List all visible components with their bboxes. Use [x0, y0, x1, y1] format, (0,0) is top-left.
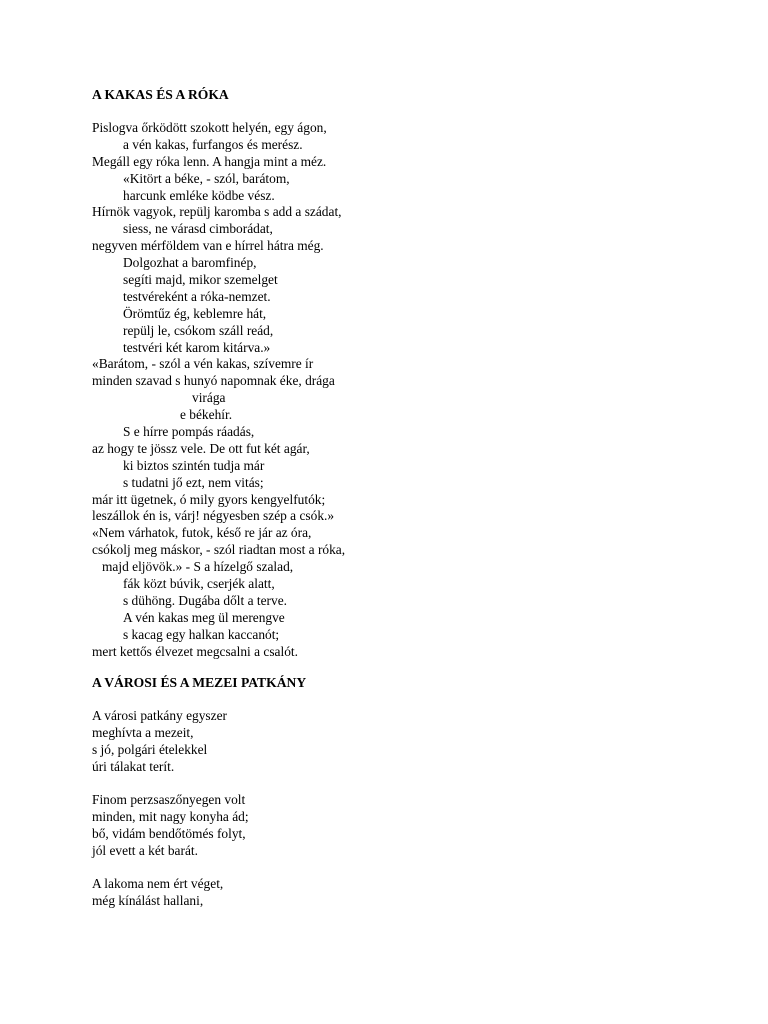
poem-line: már itt ügetnek, ó mily gyors kengyelfutók; — [92, 491, 326, 507]
poem-line: csókolj meg máskor, - szól riadtan most a róka, — [92, 542, 346, 558]
poem-stanza-1 — [92, 708, 227, 776]
poem-stanza-2 — [92, 792, 249, 860]
poem-line: Finom perzsaszőnyegen volt — [92, 792, 246, 807]
poem-stanza-3 — [92, 876, 223, 910]
poem-body-kakas-es-roka — [92, 120, 345, 661]
poem-line: Dolgozhat a baromfinép, — [123, 255, 257, 271]
poem-line: a vén kakas, furfangos és merész. — [123, 136, 303, 152]
poem-line: fák közt búvik, cserjék alatt, — [123, 576, 275, 592]
poem-line: minden, mit nagy konyha ád; — [92, 808, 249, 824]
poem-line: A városi patkány egyszer — [92, 708, 227, 723]
poem-line: Pislogva őrködött szokott helyén, egy ágon, — [92, 120, 327, 135]
poem-line: meghívta a mezeit, — [92, 724, 194, 740]
poem-line: leszállok én is, várj! négyesben szép a csók.» — [92, 508, 335, 524]
poem-line: «Barátom, - szól a vén kakas, szívemre ír — [92, 356, 314, 372]
poem-line: repülj le, csókom száll reád, — [123, 322, 274, 338]
poem-line: negyven mérföldem van e hírrel hátra még. — [92, 238, 324, 254]
poem-line: harcunk emléke ködbe vész. — [123, 187, 275, 203]
poem-line: s dühöng. Dugába dőlt a terve. — [123, 592, 287, 608]
poem-line: jól evett a két barát. — [92, 842, 198, 858]
poem-line: segíti majd, mikor szemelget — [123, 272, 278, 288]
poem-line: mert kettős élvezet megcsalni a csalót. — [92, 643, 298, 659]
poem-line: s kacag egy halkan kaccanót; — [123, 626, 280, 642]
poem-line: ki biztos szintén tudja már — [123, 457, 265, 473]
poem-line: e békehír. — [180, 407, 233, 423]
poem-line: siess, ne várasd cimborádat, — [123, 221, 273, 237]
poem-line: testvéreként a róka-nemzet. — [123, 288, 271, 304]
poem-line: s jó, polgári ételekkel — [92, 741, 208, 757]
poem-line: minden szavad s hunyó napomnak éke, drága — [92, 373, 335, 389]
poem-line: testvéri két karom kitárva.» — [123, 339, 271, 355]
poem-line: «Nem várhatok, futok, késő re jár az óra, — [92, 525, 312, 541]
poem-line: s tudatni jő ezt, nem vitás; — [123, 474, 264, 490]
poem-line: Hírnök vagyok, repülj karomba s add a szádat, — [92, 204, 342, 220]
poem-line: az hogy te jössz vele. De ott fut két agár, — [92, 440, 310, 456]
poem-line: A vén kakas meg ül merengve — [123, 609, 285, 625]
poem-line: A lakoma nem ért véget, — [92, 876, 224, 891]
poem-line: majd eljövök.» - S a hízelgő szalad, — [102, 559, 294, 575]
poem-line: Örömtűz ég, keblemre hát, — [123, 305, 267, 321]
poem-line: még kínálást hallani, — [92, 892, 204, 908]
poem-line: «Kitört a béke, - szól, barátom, — [123, 170, 290, 186]
poem-line: bő, vidám bendőtömés folyt, — [92, 825, 246, 841]
poem-title-varosi-es-mezei-patkany: A VÁROSI ÉS A MEZEI PATKÁNY — [92, 675, 307, 690]
poem-line: Megáll egy róka lenn. A hangja mint a méz. — [92, 153, 327, 169]
poem-title-kakas-es-roka: A KAKAS ÉS A RÓKA — [92, 87, 229, 102]
poem-line: S e hírre pompás ráadás, — [123, 424, 255, 440]
poem-line: virága — [192, 390, 226, 406]
poem-line: úri tálakat terít. — [92, 758, 175, 774]
